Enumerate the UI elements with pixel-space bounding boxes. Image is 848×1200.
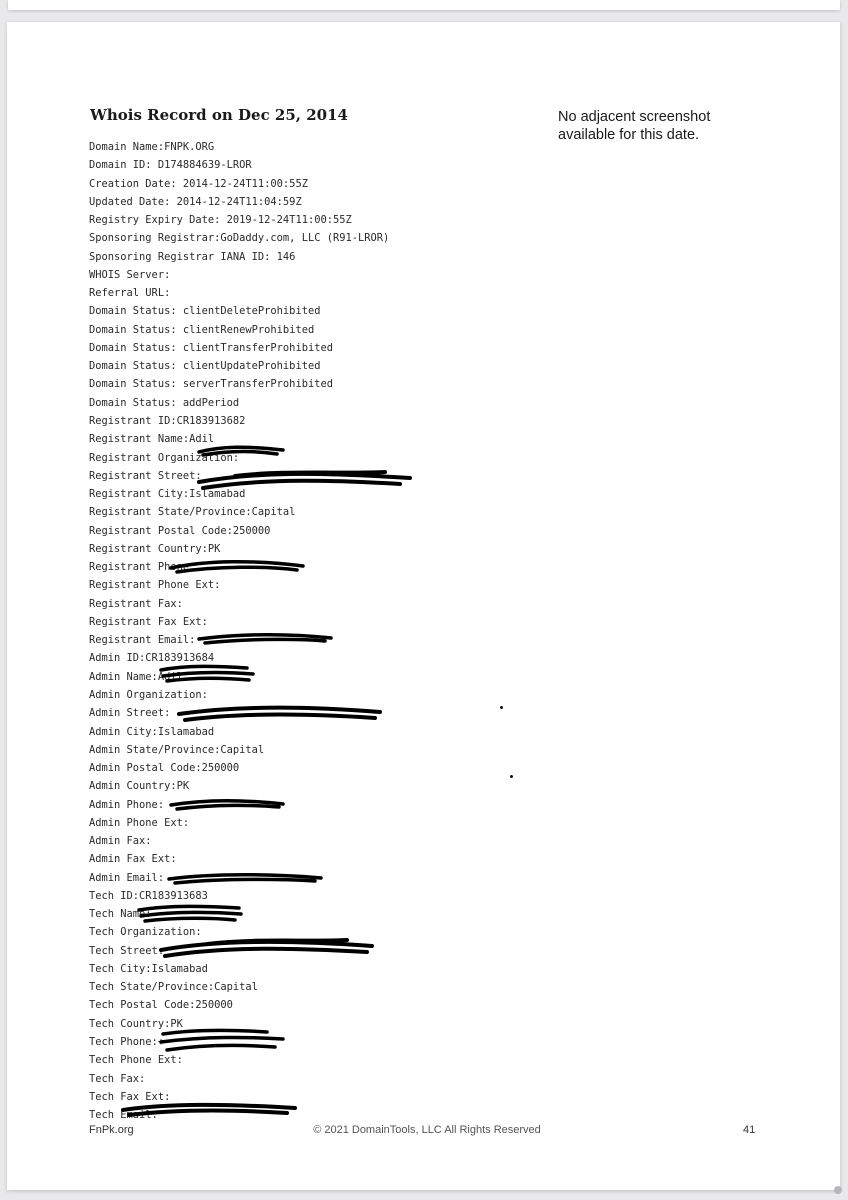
whois-line: Tech Fax: [89, 1072, 146, 1085]
no-screenshot-note: No adjacent screenshot available for this date. [558, 109, 711, 143]
whois-line: Tech City:Islamabad [89, 962, 208, 975]
whois-line: Admin Fax Ext: [89, 853, 177, 866]
whois-line: Tech Organization: [89, 926, 202, 939]
whois-line: Registrant Email: [89, 634, 196, 647]
whois-line: WHOIS Server: [89, 268, 171, 281]
whois-line: Domain Status: clientRenewProhibited [89, 323, 315, 336]
whois-line: Domain Status: addPeriod [89, 396, 240, 409]
whois-line: Admin Organization: [89, 688, 208, 701]
whois-line: Admin Email: [89, 871, 165, 884]
whois-line: Creation Date: 2014-12-24T11:00:55Z [89, 177, 308, 190]
whois-line: Admin Phone Ext: [89, 816, 190, 829]
previous-page-edge [8, 0, 840, 10]
whois-line: Admin Postal Code:250000 [89, 762, 240, 775]
whois-line: Sponsoring Registrar IANA ID: 146 [89, 250, 296, 263]
whois-line: Admin Country:PK [89, 780, 190, 793]
whois-line: Admin State/Province:Capital [89, 743, 265, 756]
whois-line: Registrant Name:Adil [89, 433, 215, 446]
document-page [7, 22, 840, 1190]
whois-line: Tech State/Province:Capital [89, 981, 258, 994]
whois-line: Admin Street: [89, 707, 171, 720]
whois-line: Registrant ID:CR183913682 [89, 414, 246, 427]
whois-line: Registrant Phone: [89, 561, 196, 574]
footer-domain: FnPk.org [89, 1124, 134, 1136]
whois-line: Registrant Postal Code:250000 [89, 524, 271, 537]
stray-mark [500, 706, 503, 709]
whois-line: Admin Fax: [89, 835, 152, 848]
whois-line: Registrant State/Province:Capital [89, 506, 296, 519]
whois-line: Admin City:Islamabad [89, 725, 215, 738]
whois-line: Tech Phone:+ [89, 1036, 165, 1049]
whois-line: Admin ID:CR183913684 [89, 652, 215, 665]
stray-mark [510, 775, 513, 778]
whois-line: Registrant Phone Ext: [89, 579, 221, 592]
whois-line: Registrant City:Islamabad [89, 488, 246, 501]
whois-line: Registrant Fax Ext: [89, 615, 208, 628]
whois-line: Domain Status: serverTransferProhibited [89, 378, 333, 391]
whois-line: Tech ID:CR183913683 [89, 889, 208, 902]
footer-copyright: © 2021 DomainTools, LLC All Rights Reserved [313, 1124, 541, 1136]
whois-line: Sponsoring Registrar:GoDaddy.com, LLC (R91-LROR) [89, 232, 390, 245]
whois-line: Tech Name: [89, 908, 152, 921]
whois-line: Registrant Organization: [89, 451, 240, 464]
whois-line: Domain ID: D174884639-LROR [89, 159, 252, 172]
whois-line: Tech Postal Code:250000 [89, 999, 233, 1012]
whois-line: Registrant Fax: [89, 597, 183, 610]
record-title: Whois Record on Dec 25, 2014 [90, 106, 348, 124]
scroll-indicator [834, 1186, 842, 1194]
whois-line: Tech Country:PK [89, 1017, 183, 1030]
whois-line: Registrant Country:PK [89, 542, 221, 555]
footer-page-number: 41 [743, 1124, 756, 1136]
whois-line: Updated Date: 2014-12-24T11:04:59Z [89, 195, 302, 208]
whois-line: Admin Name:Adil [89, 670, 183, 683]
whois-line: Tech Fax Ext: [89, 1090, 171, 1103]
whois-line: Admin Phone: [89, 798, 165, 811]
whois-line: Referral URL: [89, 287, 171, 300]
whois-line: Tech Email: [89, 1109, 158, 1122]
whois-line: Domain Status: clientTransferProhibited [89, 341, 333, 354]
whois-line: Registrant Street: [89, 469, 202, 482]
whois-line: Domain Status: clientDeleteProhibited [89, 305, 321, 318]
whois-record-lines [89, 138, 789, 1124]
whois-line: Domain Status: clientUpdateProhibited [89, 360, 321, 373]
whois-line: Tech Phone Ext: [89, 1054, 183, 1067]
whois-line: Registry Expiry Date: 2019-12-24T11:00:55Z [89, 214, 352, 227]
whois-line: Tech Street: [89, 944, 165, 957]
whois-line: Domain Name:FNPK.ORG [89, 141, 215, 153]
